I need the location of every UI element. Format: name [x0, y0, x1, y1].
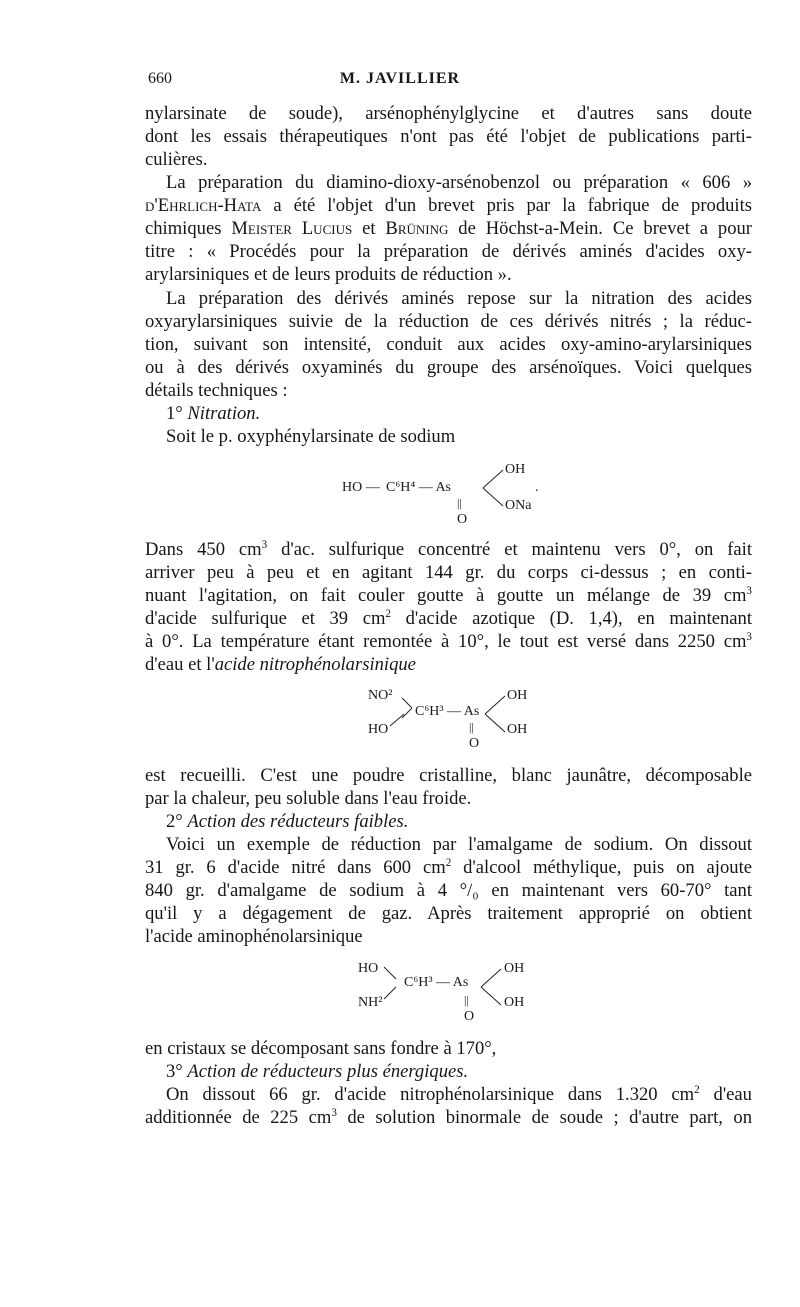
- text-line: Dans 450 $cm^3$ d'ac. sulfurique concentré et maintenu vers 0°, on fait: [145, 538, 752, 560]
- formula-nitrophenolarsinic-acid: NO² HO C⁶H³ — As OH OH || O: [368, 684, 568, 754]
- text-line: arriver peu à peu et en agitant 144 gr. du corps ci-dessus ; en conti-: [145, 562, 752, 583]
- name-meister-lucius: Meister Lucius: [231, 218, 353, 239]
- text-line: ou à des dérivés oxyaminés du groupe des arsénoïques. Voici quelques: [145, 357, 752, 378]
- text-line: On dissout 66 gr. d'acide nitrophénolarsinique dans 1.320 $cm^2$ d'eau: [166, 1083, 752, 1105]
- page-number: 660: [148, 70, 172, 87]
- text-line: nuant l'agitation, on fait couler goutte à goutte un mélange de 39 $cm^3$: [145, 584, 752, 606]
- text-line: d'Ehrlich-Hata a été l'objet d'un brevet pris par la fabrique de produits: [145, 195, 753, 216]
- text-line: d'acide sulfurique et 39 $cm^2$ d'acide azotique (D. 1,4), en maintenant: [145, 607, 752, 629]
- text-line: additionnée de 225 $cm^3$ de solution binormale de soude ; d'autre part, on: [145, 1106, 753, 1128]
- text-line: La préparation du diamino-dioxy-arsénobenzol ou préparation « 606 »: [166, 172, 752, 193]
- text-line: nylarsinate de soude), arsénophénylglycine et d'autres sans doute: [145, 103, 752, 124]
- name-ehrlich-hata: d'Ehrlich-Hata: [145, 195, 262, 216]
- text-line: tion, suivant son intensité, conduit aux acides oxy-amino-arylarsiniques: [145, 334, 752, 355]
- running-title-author: M. JAVILLIER: [339, 70, 461, 87]
- text-line: est recueilli. C'est une poudre cristalline, blanc jaunâtre, décomposable: [145, 765, 752, 786]
- text-line: chimiques Meister Lucius et Brüning de Höchst-a-Mein. Ce brevet a pour: [145, 218, 752, 239]
- text-line: dont les essais thérapeutiques n'ont pas été l'objet de publications parti-: [145, 126, 752, 147]
- text-line: La préparation des dérivés aminés repose sur la nitration des acides: [166, 288, 752, 309]
- text-line: 31 gr. 6 d'acide nitré dans 600 $cm^2$ d'alcool méthylique, puis on ajoute: [145, 856, 752, 878]
- name-bruning: Brüning: [385, 218, 449, 239]
- bond-lines: [358, 957, 558, 1027]
- text-line: Voici un exemple de réduction par l'amalgame de sodium. On dissout: [166, 834, 752, 855]
- section-heading: 1° Nitration.: [166, 403, 261, 424]
- text-line: l'acide aminophénolarsinique: [145, 926, 363, 947]
- text-line: en cristaux se décomposant sans fondre à 170°,: [145, 1038, 497, 1059]
- text-line: culières.: [145, 149, 208, 170]
- text-line: Soit le p. oxyphénylarsinate de sodium: [166, 426, 456, 447]
- running-header: [0, 70, 800, 92]
- text-line: détails techniques :: [145, 380, 288, 401]
- section-heading: 2° Action des réducteurs faibles.: [166, 811, 409, 832]
- text-line: 840 gr. d'amalgame de sodium à 4 °/₀ en maintenant vers 60-70° tant: [145, 880, 752, 901]
- text-line: à 0°. La température étant remontée à 10°, le tout est versé dans 2250 $cm^3$: [145, 630, 752, 652]
- section-heading: 3° Action de réducteurs plus énergiques.: [166, 1061, 469, 1082]
- text-line: qu'il y a dégagement de gaz. Après traitement approprié on obtient: [145, 903, 752, 924]
- formula-oxyphenylarsinate: HO — C⁶H⁴ — As OH ONa . || O: [340, 458, 560, 528]
- text-line: arylarsiniques et de leurs produits de réduction ».: [145, 264, 512, 285]
- text-line: oxyarylarsiniques suivie de la réduction de ces dérivés nitrés ; la réduc-: [145, 311, 752, 332]
- formula-aminophenolarsinic-acid: HO NH² C⁶H³ — As OH OH || O: [358, 957, 558, 1027]
- bond-lines: [340, 458, 560, 528]
- text-line: titre : « Procédés pour la préparation de dérivés aminés d'acides oxy-: [145, 241, 752, 262]
- text-line: par la chaleur, peu soluble dans l'eau froide.: [145, 788, 472, 809]
- text-line: d'eau et l'acide nitrophénolarsinique: [145, 654, 416, 675]
